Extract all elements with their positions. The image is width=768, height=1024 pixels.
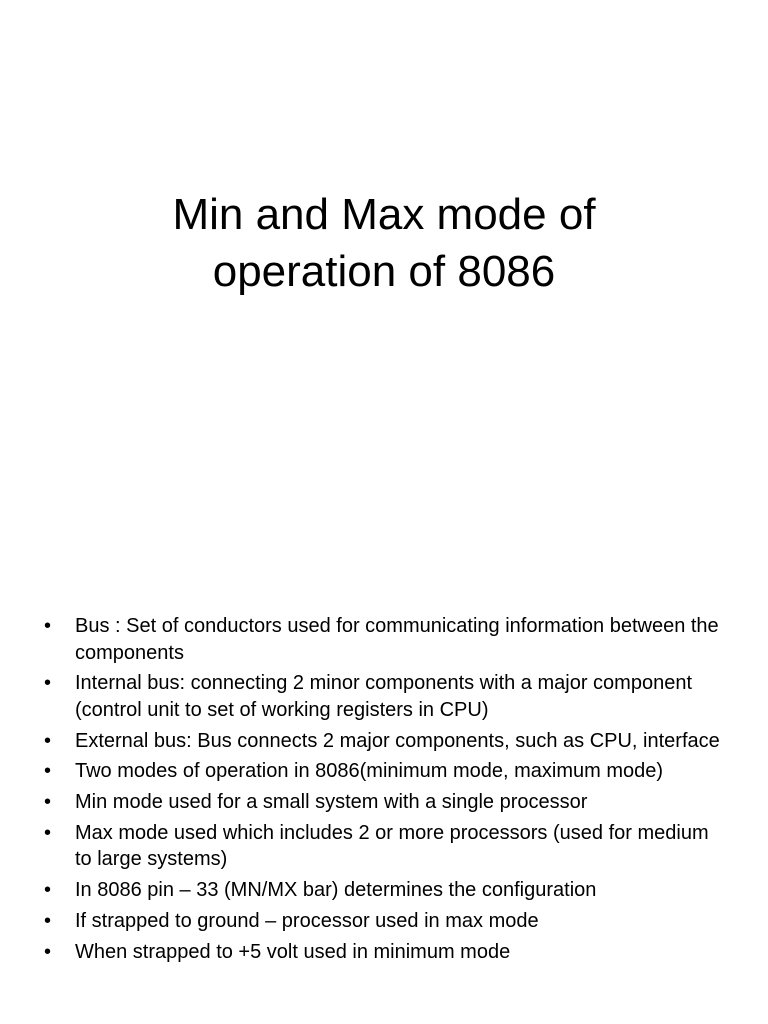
bullet-item (0, 613, 768, 666)
bullet-icon: • (44, 879, 52, 902)
bullet-item (0, 877, 768, 904)
slide-title-line-1: Min and Max mode of (172, 190, 596, 239)
bullet-item (0, 789, 768, 816)
bullet-icon: • (44, 910, 52, 933)
slide-title-line-2: operation of 8086 (212, 247, 556, 296)
bullet-icon: • (44, 791, 52, 814)
bullet-text: Internal bus: connecting 2 minor components with a major component (control unit to set of working registers in CPU) (75, 672, 693, 721)
bullet-item (0, 908, 768, 935)
bullet-text: Min mode used for a small system with a single processor (75, 791, 588, 814)
bullet-text: If strapped to ground – processor used in max mode (75, 910, 539, 933)
bullet-item (0, 820, 768, 873)
bullet-text: In 8086 pin – 33 (MN/MX bar) determines the configuration (75, 879, 597, 902)
bullet-text: External bus: Bus connects 2 major components, such as CPU, interface (75, 729, 720, 752)
bullet-text: Bus : Set of conductors used for communicating information between the components (75, 615, 719, 664)
bullet-list (0, 613, 768, 970)
bullet-icon: • (44, 615, 52, 637)
bullet-icon: • (44, 760, 52, 783)
bullet-text: Two modes of operation in 8086(minimum mode, maximum mode) (75, 760, 664, 783)
bullet-text: When strapped to +5 volt used in minimum mode (75, 940, 511, 963)
slide-title (0, 186, 768, 300)
bullet-item (0, 939, 768, 966)
bullet-icon: • (44, 729, 52, 752)
bullet-item (0, 758, 768, 785)
bullet-text: Max mode used which includes 2 or more processors (used for medium to large systems) (75, 821, 709, 871)
bullet-item (0, 670, 768, 723)
bullet-icon: • (44, 940, 52, 963)
bullet-item (0, 728, 768, 755)
bullet-icon: • (44, 821, 52, 844)
bullet-icon: • (44, 672, 52, 695)
